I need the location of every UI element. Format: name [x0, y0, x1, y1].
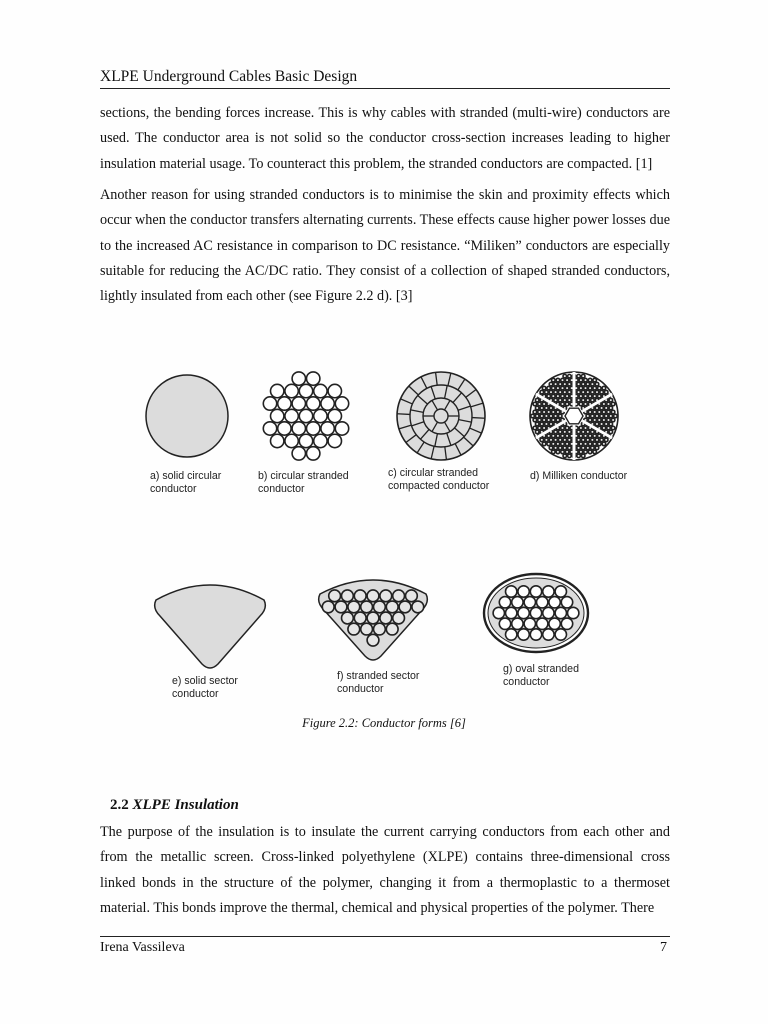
- figure-caption: Figure 2.2: Conductor forms [6]: [302, 716, 466, 730]
- solid-sector-conductor-drawing: [150, 578, 270, 678]
- section-title: XLPE Insulation: [132, 797, 239, 813]
- label-oval-stranded: g) oval stranded conductor: [503, 663, 579, 688]
- page-number: 7: [660, 940, 667, 955]
- running-header: XLPE Underground Cables Basic Design: [100, 68, 358, 85]
- compacted-conductor-drawing: [395, 370, 487, 462]
- label-solid-sector: e) solid sector conductor: [172, 675, 238, 700]
- label-milliken: d) Milliken conductor: [530, 470, 628, 482]
- footer-author: Irena Vassileva: [100, 940, 185, 955]
- oval-stranded-conductor-drawing: [482, 572, 590, 654]
- paragraph-xlpe-insulation: The purpose of the insulation is to insulate the current carrying conductors from each other and from the metallic screen. Cross-linked polyethylene (XLPE) contains three-dimensional cross linked bonds in the structure of the polymer, changing it from a thermoplastic to a thermoset material. This bonds improve the thermal, chemical and physical properties of the polymer. There: [100, 824, 670, 916]
- footer-rule: [100, 936, 670, 937]
- solid-circular-conductor-drawing: [143, 372, 231, 460]
- header-rule: [100, 88, 670, 89]
- stranded-sector-conductor-drawing: [314, 572, 432, 668]
- section-heading: [110, 797, 239, 814]
- label-solid-circular: a) solid circular conductor: [150, 470, 222, 495]
- circular-stranded-conductor-drawing: [258, 368, 354, 464]
- label-circular-stranded: b) circular stranded conductor: [258, 470, 349, 495]
- paragraph-skin-effect: Another reason for using stranded conductors is to minimise the skin and proximity effects which occur when the conductor transfers alternating currents. These effects cause higher power losses due to the increased AC resistance in comparison to DC resistance. “Miliken” conductors are especially suitable for reducing the AC/DC ratio. They consist of a collection of shaped stranded conductors, lightly insulated from each other (see Figure 2.2 d). [3]: [100, 187, 670, 305]
- section-number: 2.2: [110, 797, 129, 813]
- paragraph-stranded-conductors: sections, the bending forces increase. This is why cables with stranded (multi-wire) conductors are used. The conductor area is not solid so the conductor cross-section increases leading to higher insulation material usage. To counteract this problem, the stranded conductors are compacted. [1]: [100, 105, 670, 172]
- label-compacted: c) circular stranded compacted conductor: [388, 467, 490, 492]
- label-stranded-sector: f) stranded sector conductor: [337, 670, 420, 695]
- conductor-forms-figure: [130, 360, 630, 710]
- milliken-conductor-drawing: [528, 370, 620, 462]
